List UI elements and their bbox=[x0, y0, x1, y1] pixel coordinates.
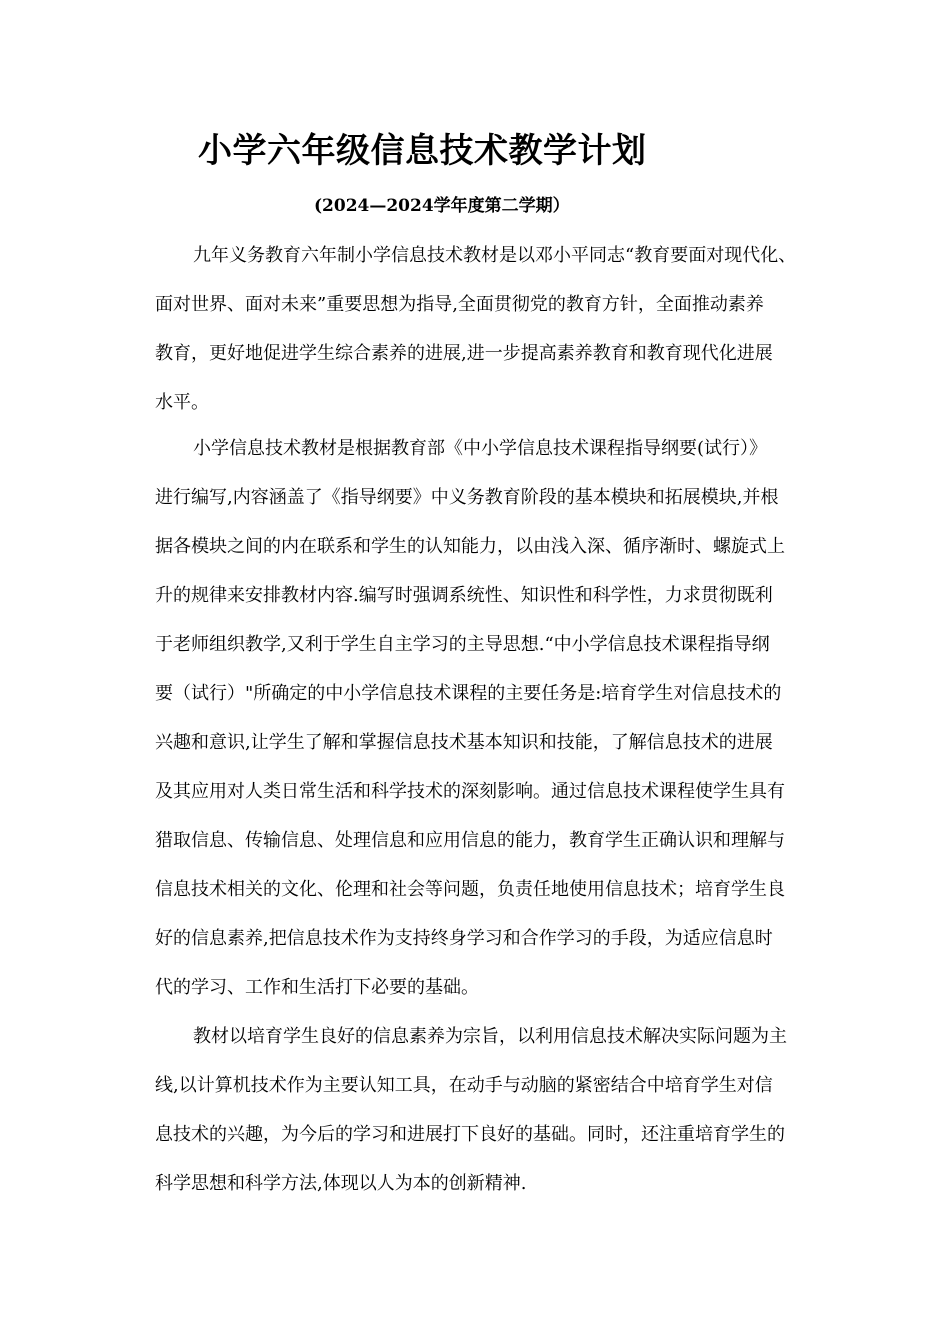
paragraph-2-line-1: 小学信息技术教材是根据教育部《中小学信息技术课程指导纲要(试行）》 bbox=[193, 438, 768, 459]
document-title: 小学六年级信息技术教学计划 bbox=[198, 131, 647, 171]
paragraph-2-line-6: 要（试行）"所确定的中小学信息技术课程的主要任务是:培育学生对信息技术的 bbox=[155, 683, 782, 704]
paragraph-3-line-1: 教材以培育学生良好的信息素养为宗旨，以利用信息技术解决实际问题为主 bbox=[193, 1026, 787, 1047]
paragraph-2-line-11: 好的信息素养,把信息技术作为支持终身学习和合作学习的手段，为适应信息时 bbox=[155, 928, 773, 949]
paragraph-2-line-12: 代的学习、工作和生活打下必要的基础。 bbox=[155, 977, 479, 998]
paragraph-2-line-7: 兴趣和意识,让学生了解和掌握信息技术基本知识和技能，了解信息技术的进展 bbox=[155, 732, 773, 753]
paragraph-2-line-4: 升的规律来安排教材内容.编写时强调系统性、知识性和科学性，力求贯彻既利 bbox=[155, 585, 773, 606]
paragraph-2-line-3: 据各模块之间的内在联系和学生的认知能力，以由浅入深、循序渐时、螺旋式上 bbox=[155, 536, 785, 557]
paragraph-2-line-9: 猎取信息、传输信息、处理信息和应用信息的能力，教育学生正确认识和理解与 bbox=[155, 830, 785, 851]
paragraph-3-line-2: 线,以计算机技术作为主要认知工具，在动手与动脑的紧密结合中培育学生对信 bbox=[155, 1075, 773, 1096]
paragraph-1-line-4: 水平。 bbox=[155, 392, 209, 413]
paragraph-2-line-2: 进行编写,内容涵盖了《指导纲要》中义务教育阶段的基本模块和拓展模块,并根 bbox=[155, 487, 779, 508]
paragraph-1-line-3: 教育，更好地促进学生综合素养的进展,进一步提高素养教育和教育现代化进展 bbox=[155, 343, 773, 364]
paragraph-2-line-10: 信息技术相关的文化、伦理和社会等问题，负责任地使用信息技术；培育学生良 bbox=[155, 879, 785, 900]
document-subtitle: (2024—2024学年度第二学期） bbox=[314, 196, 570, 216]
paragraph-3-line-4: 科学思想和科学方法,体现以人为本的创新精神. bbox=[155, 1173, 527, 1194]
paragraph-2-line-8: 及其应用对人类日常生活和科学技术的深刻影响。通过信息技术课程使学生具有 bbox=[155, 781, 785, 802]
paragraph-3-line-3: 息技术的兴趣，为今后的学习和进展打下良好的基础。同时，还注重培育学生的 bbox=[155, 1124, 785, 1145]
paragraph-1-line-1: 九年义务教育六年制小学信息技术教材是以邓小平同志“教育要面对现代化、 bbox=[193, 245, 797, 266]
paragraph-2-line-5: 于老师组织教学,又利于学生自主学习的主导思想.“中小学信息技术课程指导纲 bbox=[155, 634, 770, 655]
paragraph-1-line-2: 面对世界、面对未来”重要思想为指导,全面贯彻党的教育方针，全面推动素养 bbox=[155, 294, 764, 315]
